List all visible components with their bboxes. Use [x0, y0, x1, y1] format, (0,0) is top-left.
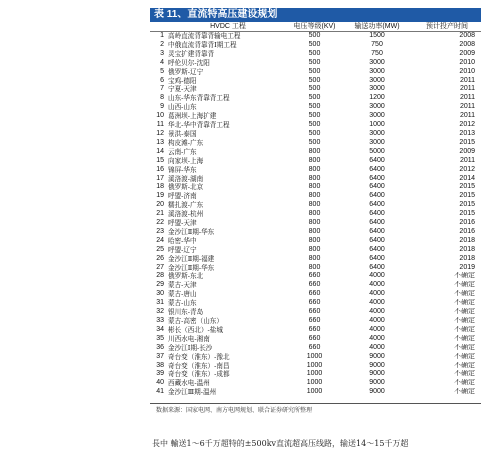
row-power: 6400 — [369, 219, 385, 227]
row-project: 川西水电-湘南 — [168, 334, 210, 343]
row-power: 6400 — [369, 236, 385, 244]
row-index: 5 — [160, 67, 164, 75]
row-project: 银川东-青岛 — [168, 308, 204, 317]
row-project: 俄罗斯-辽宁 — [168, 67, 204, 76]
row-voltage: 660 — [308, 281, 321, 289]
row-year: 2016 — [459, 227, 475, 235]
row-year: 2018 — [459, 254, 475, 262]
row-index: 40 — [156, 379, 164, 387]
row-index: 12 — [156, 129, 164, 137]
row-project: 呼盟-济南 — [168, 192, 197, 201]
row-project: 蒙古-天津 — [168, 281, 197, 290]
row-voltage: 660 — [308, 343, 321, 351]
row-year: 不确定 — [454, 281, 475, 289]
row-year: 不确定 — [454, 308, 475, 316]
row-index: 2 — [160, 40, 164, 48]
row-index: 36 — [156, 343, 164, 351]
row-project: 奇台变（淮东）-南昌 — [168, 361, 230, 370]
row-index: 24 — [156, 236, 164, 244]
row-power: 6400 — [369, 227, 385, 235]
row-year: 2009 — [459, 49, 475, 57]
row-power: 6400 — [369, 254, 385, 262]
row-year: 不确定 — [454, 299, 475, 307]
table-row — [150, 59, 481, 68]
row-power: 6400 — [369, 245, 385, 253]
row-project: 糯扎渡-广东 — [168, 201, 204, 210]
row-year: 2018 — [459, 236, 475, 244]
table-row — [150, 379, 481, 388]
row-power: 3000 — [369, 58, 385, 66]
row-power: 750 — [371, 40, 383, 48]
row-project: 蒙古-高密（山东） — [168, 317, 223, 325]
row-voltage: 500 — [308, 49, 321, 57]
row-project: 中俄直流背靠背Ⅰ期工程 — [168, 40, 237, 49]
row-voltage: 660 — [308, 272, 321, 280]
row-power: 3000 — [369, 76, 385, 84]
row-year: 2015 — [459, 192, 475, 200]
table-row — [150, 85, 481, 94]
row-voltage: 500 — [308, 58, 321, 66]
row-year: 2009 — [459, 147, 475, 155]
row-voltage: 660 — [308, 325, 321, 333]
row-index: 22 — [156, 219, 164, 227]
row-index: 15 — [156, 156, 164, 164]
row-voltage: 500 — [308, 129, 321, 137]
table-row — [150, 130, 481, 139]
table-row — [150, 246, 481, 255]
row-index: 16 — [156, 165, 164, 173]
row-project: 金沙江Ⅱ期-华东 — [168, 263, 215, 272]
table-row — [150, 237, 481, 246]
row-year: 不确定 — [454, 370, 475, 378]
row-voltage: 800 — [308, 183, 321, 191]
row-project: 奇台变（淮东）-成都 — [168, 370, 230, 379]
table-row — [150, 50, 481, 59]
header-index — [150, 22, 168, 32]
row-year: 2011 — [459, 76, 475, 84]
row-index: 4 — [160, 58, 164, 66]
row-year: 2011 — [459, 156, 475, 164]
table-row — [150, 94, 481, 103]
row-year: 2015 — [459, 201, 475, 209]
row-power: 9000 — [369, 388, 385, 396]
table-row — [150, 335, 481, 344]
row-voltage: 1000 — [306, 379, 323, 387]
row-year: 2011 — [459, 112, 475, 120]
row-index: 3 — [160, 49, 164, 57]
row-index: 37 — [156, 352, 164, 360]
row-year: 2014 — [459, 174, 475, 182]
row-year: 不确定 — [454, 290, 475, 298]
row-voltage: 500 — [308, 121, 321, 129]
row-index: 41 — [156, 388, 164, 396]
table-row — [150, 139, 481, 148]
row-year: 2008 — [459, 40, 475, 48]
row-project: 呼盟-天津 — [168, 219, 197, 228]
row-power: 6400 — [369, 201, 385, 209]
row-index: 11 — [156, 121, 164, 129]
row-power: 3000 — [369, 112, 385, 120]
row-voltage: 1000 — [306, 352, 323, 360]
row-voltage: 800 — [308, 156, 321, 164]
row-year: 不确定 — [454, 272, 475, 280]
table-row — [150, 344, 481, 353]
row-index: 8 — [160, 94, 164, 102]
table-row — [150, 228, 481, 237]
row-power: 9000 — [369, 370, 385, 378]
row-voltage: 800 — [308, 245, 321, 253]
row-project: 溪洛渡-杭州 — [168, 210, 204, 219]
source-divider — [150, 403, 481, 404]
row-index: 23 — [156, 227, 164, 235]
table-row — [150, 32, 481, 41]
row-power: 6400 — [369, 156, 385, 164]
row-voltage: 800 — [308, 147, 321, 155]
row-project: 西藏水电-温州 — [168, 379, 210, 388]
row-project: 葛洲坝-上海扩建 — [168, 112, 217, 121]
row-project: 哈密-华中 — [168, 236, 197, 245]
row-power: 3000 — [369, 129, 385, 137]
table-row — [150, 317, 481, 326]
row-power: 9000 — [369, 361, 385, 369]
row-index: 14 — [156, 147, 164, 155]
row-power: 4000 — [369, 343, 385, 351]
row-year: 2012 — [459, 121, 475, 129]
table-row — [150, 370, 481, 379]
row-index: 7 — [160, 85, 164, 93]
row-power: 1200 — [369, 94, 385, 102]
row-voltage: 660 — [308, 334, 321, 342]
row-year: 2015 — [459, 210, 475, 218]
row-power: 4000 — [369, 308, 385, 316]
row-project: 灵宝扩建背靠背 — [168, 49, 215, 58]
footer-text: 長中 輸送1～6千万超特的±500kv直流超高压线路，输送14～15千万超 — [152, 439, 409, 448]
row-power: 3000 — [369, 67, 385, 75]
row-project: 金沙江Ⅱ期-华东 — [168, 227, 215, 236]
row-year: 2012 — [459, 165, 475, 173]
row-index: 28 — [156, 272, 164, 280]
row-power: 4000 — [369, 299, 385, 307]
header-power: 输送功率(MW) — [341, 22, 413, 32]
row-index: 32 — [156, 308, 164, 316]
row-voltage: 800 — [308, 210, 321, 218]
row-power: 750 — [371, 49, 383, 57]
row-index: 26 — [156, 254, 164, 262]
row-project: 金沙江Ⅲ期-温州 — [168, 388, 217, 397]
row-index: 39 — [156, 370, 164, 378]
row-project: 华北-华中背靠背工程 — [168, 121, 230, 130]
table-row — [150, 121, 481, 130]
row-voltage: 500 — [308, 40, 321, 48]
row-year: 2013 — [459, 129, 475, 137]
row-power: 6400 — [369, 183, 385, 191]
row-project: 金沙江Ⅰ期-长沙 — [168, 343, 213, 352]
row-voltage: 500 — [308, 112, 321, 120]
row-index: 25 — [156, 245, 164, 253]
row-year: 不确定 — [454, 325, 475, 333]
row-voltage: 800 — [308, 192, 321, 200]
row-index: 20 — [156, 201, 164, 209]
row-index: 9 — [160, 103, 164, 111]
row-year: 不确定 — [454, 352, 475, 360]
header-project: HVDC 工程 — [168, 22, 288, 32]
row-power: 4000 — [369, 334, 385, 342]
row-project: 俄罗斯-东北 — [168, 272, 204, 281]
row-project: 呼盟-辽宁 — [168, 245, 197, 254]
row-voltage: 500 — [308, 103, 321, 111]
table-title: 表 11、直流特高压建设规划 — [150, 8, 481, 22]
table-row — [150, 68, 481, 77]
row-power: 6400 — [369, 192, 385, 200]
row-year: 不确定 — [454, 379, 475, 387]
row-project: 蒙古-山东 — [168, 299, 197, 308]
table-row — [150, 353, 481, 362]
row-voltage: 1000 — [306, 361, 323, 369]
table-row — [150, 281, 481, 290]
row-project: 山东-华东背靠背工程 — [168, 94, 230, 103]
row-index: 6 — [160, 76, 164, 84]
table-row — [150, 157, 481, 166]
row-project: 构皮滩-广东 — [168, 138, 204, 147]
row-year: 不确定 — [454, 388, 475, 396]
row-project: 溪洛渡-湖南 — [168, 174, 204, 183]
row-voltage: 500 — [308, 67, 321, 75]
row-year: 2008 — [459, 32, 475, 39]
row-year: 不确定 — [454, 343, 475, 351]
row-voltage: 660 — [308, 290, 321, 298]
header-voltage: 电压等级(KV) — [288, 22, 341, 32]
row-year: 不确定 — [454, 334, 475, 342]
table-header-row — [150, 22, 481, 32]
row-power: 1500 — [369, 32, 385, 39]
row-index: 29 — [156, 281, 164, 289]
row-voltage: 1000 — [306, 388, 323, 396]
row-project: 向家坝-上海 — [168, 156, 204, 165]
hvdc-table — [150, 22, 481, 397]
row-project: 蒙古-唐山 — [168, 290, 197, 299]
row-power: 3000 — [369, 85, 385, 93]
row-power: 4000 — [369, 281, 385, 289]
table-row — [150, 255, 481, 264]
row-year: 2010 — [459, 67, 475, 75]
row-index: 27 — [156, 263, 164, 271]
row-index: 18 — [156, 183, 164, 191]
row-voltage: 800 — [308, 236, 321, 244]
row-year: 2015 — [459, 183, 475, 191]
row-year: 2018 — [459, 245, 475, 253]
row-voltage: 800 — [308, 219, 321, 227]
row-project: 景洪-泰国 — [168, 129, 197, 138]
row-voltage: 500 — [308, 32, 321, 39]
row-voltage: 500 — [308, 76, 321, 84]
row-index: 21 — [156, 210, 164, 218]
row-voltage: 800 — [308, 165, 321, 173]
row-index: 13 — [156, 138, 164, 146]
row-voltage: 800 — [308, 254, 321, 262]
row-power: 6400 — [369, 165, 385, 173]
table-row — [150, 308, 481, 317]
row-voltage: 500 — [308, 138, 321, 146]
table-row — [150, 388, 481, 397]
row-project: 奇台变（淮东）-豫北 — [168, 352, 230, 361]
row-voltage: 500 — [308, 94, 321, 102]
row-voltage: 500 — [308, 85, 321, 93]
row-index: 33 — [156, 317, 164, 324]
table-row — [150, 326, 481, 335]
row-year: 2011 — [459, 94, 475, 102]
row-index: 31 — [156, 299, 164, 307]
row-project: 山西-山东 — [168, 103, 197, 112]
row-voltage: 660 — [308, 299, 321, 307]
header-year: 预计投产时间 — [413, 22, 481, 32]
row-index: 10 — [156, 112, 164, 120]
row-year: 2019 — [459, 263, 475, 271]
row-index: 1 — [160, 32, 164, 39]
row-power: 1000 — [369, 121, 385, 129]
row-voltage: 800 — [308, 227, 321, 235]
table-row — [150, 210, 481, 219]
row-voltage: 800 — [308, 263, 321, 271]
row-project: 金沙江Ⅱ期-福建 — [168, 254, 215, 263]
row-project: 彬长（西北）-盐城 — [168, 325, 223, 334]
row-index: 17 — [156, 174, 164, 182]
row-year: 2011 — [459, 85, 475, 93]
table-row — [150, 219, 481, 228]
table-row — [150, 112, 481, 121]
row-power: 9000 — [369, 352, 385, 360]
table-row — [150, 41, 481, 50]
row-power: 3000 — [369, 103, 385, 111]
row-power: 5000 — [369, 147, 385, 155]
table-row — [150, 201, 481, 210]
row-power: 4000 — [369, 317, 385, 324]
row-power: 3000 — [369, 138, 385, 146]
row-project: 锦屏-华东 — [168, 165, 197, 174]
row-index: 34 — [156, 325, 164, 333]
row-year: 2011 — [459, 103, 475, 111]
table-row — [150, 272, 481, 281]
row-index: 38 — [156, 361, 164, 369]
row-power: 6400 — [369, 263, 385, 271]
row-year: 2010 — [459, 58, 475, 66]
table-row — [150, 192, 481, 201]
row-index: 19 — [156, 192, 164, 200]
table-row — [150, 166, 481, 175]
table-row — [150, 77, 481, 86]
table-row — [150, 362, 481, 371]
table-row — [150, 299, 481, 308]
row-voltage: 1000 — [306, 370, 323, 378]
row-voltage: 800 — [308, 201, 321, 209]
row-project: 宁夏-天津 — [168, 85, 197, 94]
row-voltage: 660 — [308, 317, 321, 324]
row-project: 高岭直流背靠背输电工程 — [168, 32, 241, 40]
row-index: 30 — [156, 290, 164, 298]
row-voltage: 800 — [308, 174, 321, 182]
table-row — [150, 183, 481, 192]
row-voltage: 660 — [308, 308, 321, 316]
table-row — [150, 264, 481, 273]
row-year: 不确定 — [454, 361, 475, 369]
row-project: 呼伦贝尔-沈阳 — [168, 58, 210, 67]
table-row — [150, 175, 481, 184]
table-row — [150, 290, 481, 299]
row-power: 9000 — [369, 379, 385, 387]
row-project: 俄罗斯-北京 — [168, 183, 204, 192]
row-year: 2015 — [459, 138, 475, 146]
row-power: 6400 — [369, 174, 385, 182]
table-row — [150, 148, 481, 157]
row-power: 4000 — [369, 290, 385, 298]
table-row — [150, 103, 481, 112]
row-project: 云南-广东 — [168, 147, 197, 156]
row-year: 2016 — [459, 219, 475, 227]
row-index: 35 — [156, 334, 164, 342]
row-power: 4000 — [369, 272, 385, 280]
row-project: 宝鸡-德阳 — [168, 76, 197, 85]
row-power: 6400 — [369, 210, 385, 218]
row-power: 4000 — [369, 325, 385, 333]
source-note: 数据来源：国家电网、南方电网规划、联合证券研究所整理 — [156, 407, 313, 414]
row-year: 不确定 — [454, 317, 475, 324]
